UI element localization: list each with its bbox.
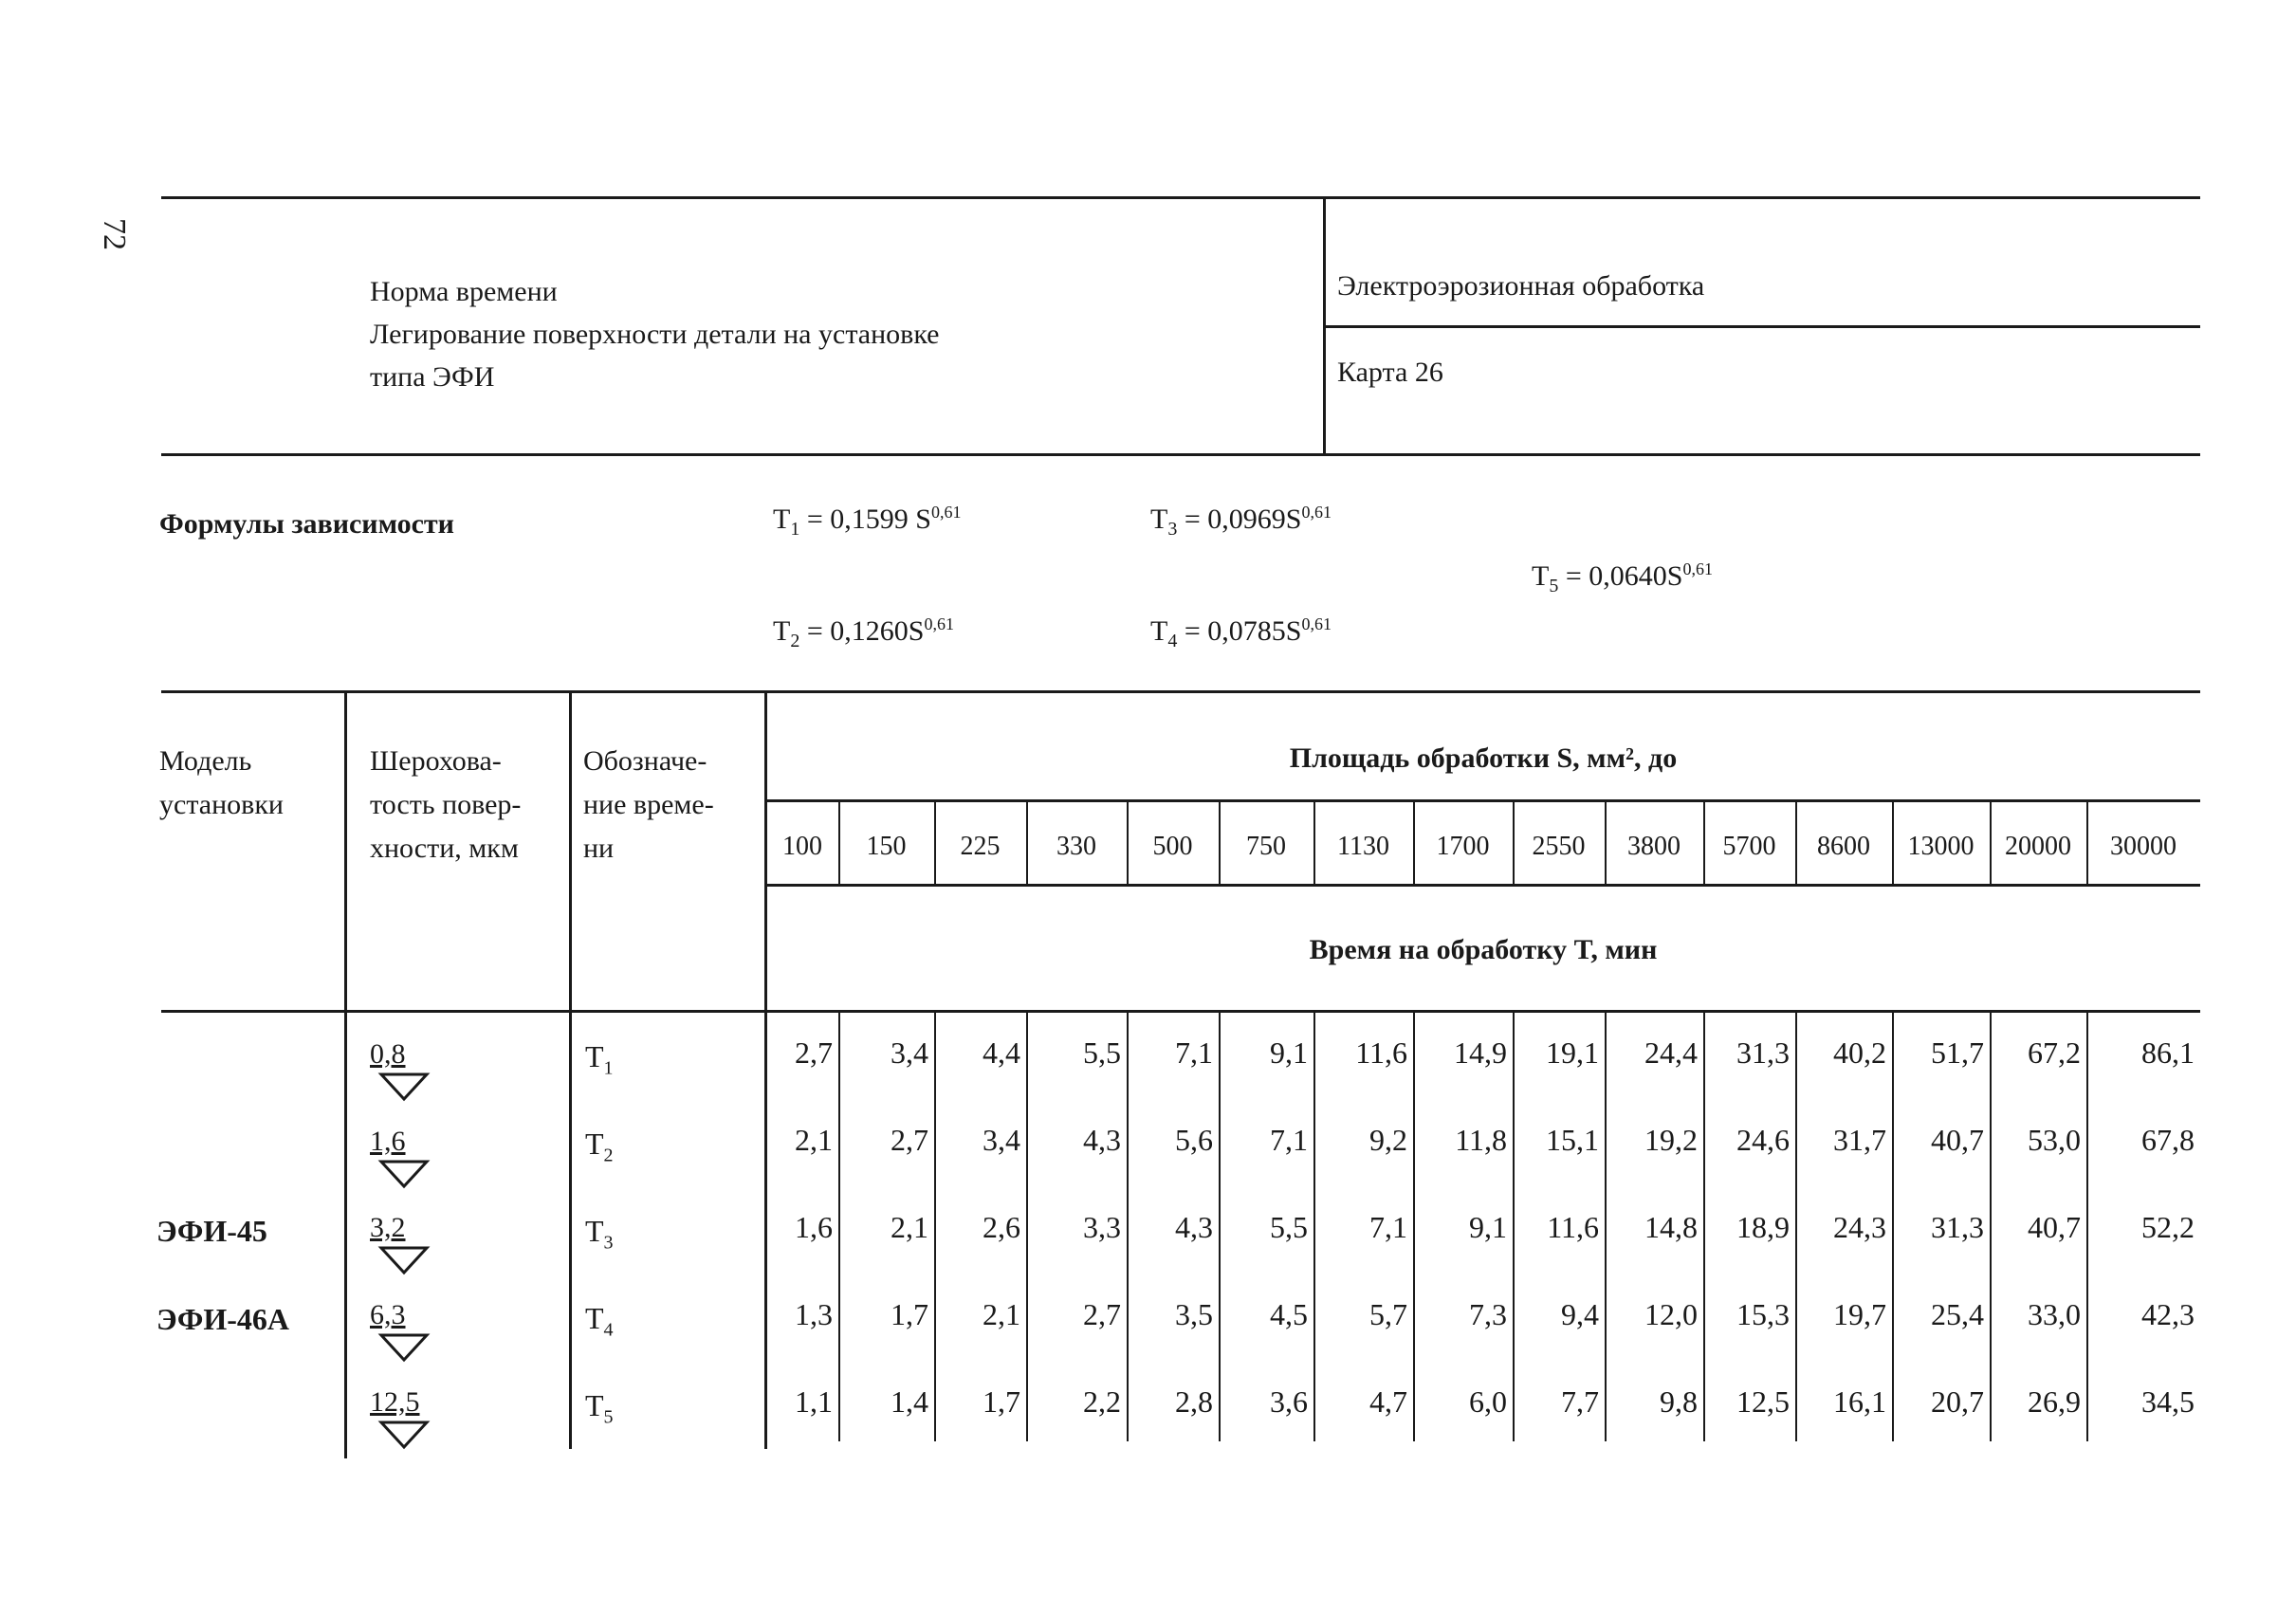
table-header-bottom-rule	[161, 1010, 2200, 1013]
table-cell: 1,4	[891, 1384, 928, 1419]
formulas-label: Формулы зависимости	[159, 508, 454, 540]
table-cell: 7,3	[1469, 1297, 1507, 1331]
area-cell: 500	[1152, 832, 1193, 861]
table-cell: 7,1	[1175, 1036, 1213, 1070]
table-cell: 4,7	[1369, 1384, 1407, 1419]
table-cell: 3,4	[891, 1036, 928, 1070]
model-efi-46a: ЭФИ-46А	[156, 1302, 289, 1336]
area-header-rule	[766, 799, 2200, 802]
table-cell: 2,8	[1175, 1384, 1213, 1419]
table-cell: 42,3	[2141, 1297, 2195, 1331]
table-cell: 24,6	[1736, 1123, 1790, 1157]
header-section-rule	[1323, 325, 2200, 328]
table-cell: 7,1	[1369, 1210, 1407, 1244]
card-number: Карта 26	[1337, 357, 1443, 388]
table-cell: 19,2	[1644, 1123, 1698, 1157]
area-cell-divider	[934, 799, 936, 887]
table-cell: 4,5	[1270, 1297, 1308, 1331]
table-cell: 2,7	[891, 1123, 928, 1157]
table-cell: 15,1	[1546, 1123, 1599, 1157]
table-cell: 1,7	[983, 1384, 1020, 1419]
roughness-triangle-icon	[377, 1331, 431, 1364]
header-title	[370, 270, 939, 398]
table-cell: 2,1	[891, 1210, 928, 1244]
formula-t4: $T_4 = 0,0785S^{0,61}$	[1150, 614, 1332, 651]
title-line-1: Норма времени	[370, 276, 558, 307]
table-cell: 86,1	[2141, 1036, 2195, 1070]
table-cell: 53,0	[2028, 1123, 2081, 1157]
table-cell: 1,3	[795, 1297, 833, 1331]
table-cell: 4,3	[1175, 1210, 1213, 1244]
table-cell: 12,0	[1644, 1297, 1698, 1331]
table-cell: 2,7	[1083, 1297, 1121, 1331]
table-cell: 11,6	[1355, 1036, 1407, 1070]
area-cell-divider	[2086, 799, 2088, 887]
table-cell: 3,4	[983, 1123, 1020, 1157]
area-cell: 30000	[2110, 832, 2177, 861]
table-cell: 15,3	[1736, 1297, 1790, 1331]
area-cell: 1130	[1337, 832, 1389, 861]
time-symbol-t2: $T_2$	[585, 1127, 614, 1166]
area-cell: 330	[1056, 832, 1096, 861]
table-cell: 31,3	[1736, 1036, 1790, 1070]
area-cell-divider	[1703, 799, 1705, 887]
table-cell: 9,1	[1469, 1210, 1507, 1244]
table-cell: 19,7	[1833, 1297, 1886, 1331]
area-cell-divider	[1413, 799, 1415, 887]
table-cell: 67,8	[2141, 1123, 2195, 1157]
area-cell: 225	[960, 832, 1001, 861]
section-title: Электроэрозионная обработка	[1337, 270, 1705, 302]
table-cell: 2,6	[983, 1210, 1020, 1244]
area-cell-divider	[1990, 799, 1992, 887]
roughness-row-4: 6,3	[370, 1299, 431, 1364]
table-cell: 5,5	[1083, 1036, 1121, 1070]
table-cell: 24,4	[1644, 1036, 1698, 1070]
area-cell-divider	[838, 799, 840, 887]
time-symbol-t3: $T_3$	[585, 1214, 614, 1254]
area-cell: 3800	[1627, 832, 1681, 861]
table-cell: 6,0	[1469, 1384, 1507, 1419]
table-cell: 12,5	[1736, 1384, 1790, 1419]
table-cell: 9,1	[1270, 1036, 1308, 1070]
page-number: 72	[97, 218, 132, 250]
table-cell: 16,1	[1833, 1384, 1886, 1419]
table-cell: 52,2	[2141, 1210, 2195, 1244]
table-cell: 11,6	[1547, 1210, 1599, 1244]
table-cell: 34,5	[2141, 1384, 2195, 1419]
table-cell: 5,6	[1175, 1123, 1213, 1157]
table-cell: 40,7	[2028, 1210, 2081, 1244]
table-cell: 40,2	[1833, 1036, 1886, 1070]
table-cell: 9,8	[1660, 1384, 1698, 1419]
area-cell: 2550	[1532, 832, 1586, 861]
table-cell: 2,7	[795, 1036, 833, 1070]
header-bottom-rule	[161, 453, 2200, 456]
table-cell: 31,3	[1931, 1210, 1984, 1244]
roughness-row-1: 0,8	[370, 1038, 431, 1103]
time-symbol-t4: $T_4$	[585, 1301, 614, 1341]
table-cell: 11,8	[1455, 1123, 1507, 1157]
table-cell: 5,7	[1369, 1297, 1407, 1331]
table-cell: 5,5	[1270, 1210, 1308, 1244]
header-roughness: Шерохова- тость повер- хности, мкм	[370, 745, 522, 864]
table-cell: 9,2	[1369, 1123, 1407, 1157]
area-cell: 8600	[1817, 832, 1870, 861]
formula-t2: $T_2 = 0,1260S^{0,61}$	[773, 614, 954, 651]
area-values-rule	[766, 884, 2200, 887]
table-cell: 33,0	[2028, 1297, 2081, 1331]
area-cell-divider	[1313, 799, 1315, 887]
table-cell: 1,7	[891, 1297, 928, 1331]
table-cell: 3,3	[1083, 1210, 1121, 1244]
table-cell: 9,4	[1561, 1297, 1599, 1331]
area-cell: 1700	[1436, 832, 1490, 861]
area-cell: 20000	[2005, 832, 2071, 861]
table-cell: 1,6	[795, 1210, 833, 1244]
time-symbol-t5: $T_5$	[585, 1388, 614, 1428]
roughness-row-2: 1,6	[370, 1126, 431, 1190]
table-cell: 19,1	[1546, 1036, 1599, 1070]
roughness-row-5: 12,5	[370, 1386, 431, 1451]
table-cell: 3,5	[1175, 1297, 1213, 1331]
area-cell: 13000	[1907, 832, 1975, 861]
table-cell: 4,4	[983, 1036, 1020, 1070]
table-cell: 14,8	[1644, 1210, 1698, 1244]
table-cell: 26,9	[2028, 1384, 2081, 1419]
col-divider-2	[569, 690, 572, 1449]
area-cell: 5700	[1722, 832, 1776, 861]
formula-t1: $T_1 = 0,1599$ S$^{0,61}$	[773, 503, 962, 540]
table-cell: 31,7	[1833, 1123, 1886, 1157]
roughness-triangle-icon	[377, 1244, 431, 1276]
col-divider-1	[344, 690, 347, 1458]
table-cell: 40,7	[1931, 1123, 1984, 1157]
area-cell-divider	[1892, 799, 1894, 887]
formula-t5: $T_5 = 0,0640S^{0,61}$	[1532, 559, 1713, 596]
area-cell-divider	[1219, 799, 1221, 887]
area-span-header: Площадь обработки S, мм², до	[1289, 742, 1678, 774]
table-cell: 20,7	[1931, 1384, 1984, 1419]
area-cell-divider	[1605, 799, 1607, 887]
table-top-rule	[161, 690, 2200, 693]
header-top-rule	[161, 196, 2200, 199]
table-cell: 4,3	[1083, 1123, 1121, 1157]
roughness-triangle-icon	[377, 1158, 431, 1190]
table-cell: 18,9	[1736, 1210, 1790, 1244]
table-cell: 67,2	[2028, 1036, 2081, 1070]
table-cell: 2,1	[795, 1123, 833, 1157]
area-cell-divider	[1795, 799, 1797, 887]
area-cell-divider	[1026, 799, 1028, 887]
area-cell: 750	[1246, 832, 1286, 861]
roughness-triangle-icon	[377, 1419, 431, 1451]
table-cell: 24,3	[1833, 1210, 1886, 1244]
table-cell: 2,1	[983, 1297, 1020, 1331]
table-cell: 2,2	[1083, 1384, 1121, 1419]
table-cell: 25,4	[1931, 1297, 1984, 1331]
roughness-row-3: 3,2	[370, 1212, 431, 1276]
time-symbol-t1: $T_1$	[585, 1039, 614, 1079]
area-cell-divider	[1127, 799, 1129, 887]
table-cell: 1,1	[795, 1384, 833, 1419]
title-line-3: типа ЭФИ	[370, 361, 495, 393]
table-cell: 14,9	[1454, 1036, 1507, 1070]
area-cell-divider	[1513, 799, 1515, 887]
table-cell: 7,7	[1561, 1384, 1599, 1419]
area-cell: 100	[782, 832, 822, 861]
header-model: Модель установки	[159, 745, 284, 820]
table-cell: 3,6	[1270, 1384, 1308, 1419]
title-line-2: Легирование поверхности детали на установке	[370, 319, 940, 350]
header-symbol: Обозначе- ние време- ни	[583, 745, 714, 864]
area-cell: 150	[866, 832, 907, 861]
table-cell: 51,7	[1931, 1036, 1984, 1070]
model-efi-45: ЭФИ-45	[156, 1214, 267, 1248]
table-cell: 7,1	[1270, 1123, 1308, 1157]
time-span-header: Время на обработку T, мин	[1309, 934, 1658, 965]
roughness-triangle-icon	[377, 1071, 431, 1103]
formula-t3: $T_3 = 0,0969S^{0,61}$	[1150, 503, 1332, 540]
